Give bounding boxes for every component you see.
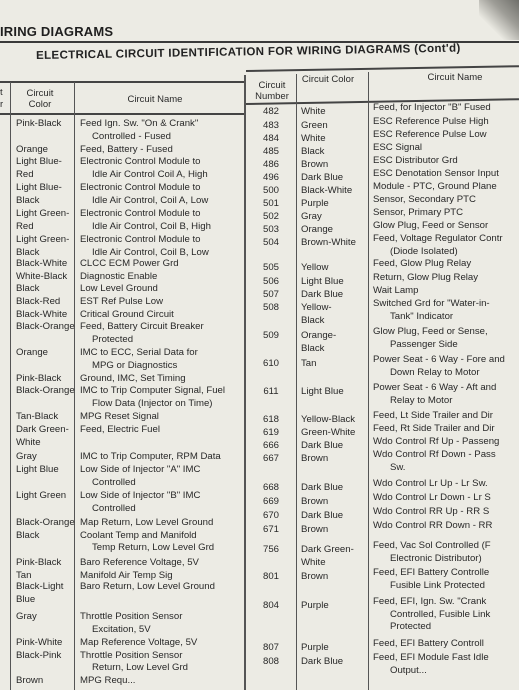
circuit-name: ESC Reference Pulse High <box>373 116 489 127</box>
circuit-name: Map Reference Voltage, 5V <box>80 637 198 648</box>
circuit-name: Glow Plug, Feed or Sense, <box>373 326 488 337</box>
circuit-name: EST Ref Pulse Low <box>80 296 164 307</box>
right-table-top-rule <box>246 65 519 71</box>
circuit-color: Tan <box>16 569 32 581</box>
circuit-color: Black-Orange <box>16 517 75 528</box>
right-color-header: Circuit Color <box>301 74 355 85</box>
circuit-number: 504 <box>262 237 279 248</box>
circuit-color: Dark Green- <box>16 424 69 435</box>
circuit-name: ESC Denotation Sensor Input <box>373 168 499 179</box>
circuit-color: Dark Blue <box>301 656 344 667</box>
circuit-number: 501 <box>262 198 279 209</box>
circuit-name: IMC to Trip Computer Signal, Fuel <box>80 385 226 396</box>
circuit-color: Pink-White <box>16 637 63 648</box>
circuit-number: 509 <box>262 330 279 341</box>
circuit-name: Fusible Link Protected <box>390 579 485 591</box>
left-color-header: Circuit Color <box>26 88 54 110</box>
circuit-number: 611 <box>263 386 279 397</box>
circuit-color: Light Green- <box>16 234 70 245</box>
circuit-color: Light Blue <box>301 276 344 287</box>
document-title: ELECTRICAL CIRCUIT IDENTIFICATION FOR WIRING DIAGRAMS (Cont'd) <box>36 42 461 62</box>
circuit-name: Passenger Side <box>390 338 458 350</box>
circuit-name: Idle Air Control, Coil B, High <box>92 220 211 232</box>
circuit-number: 610 <box>262 358 279 369</box>
circuit-color: Purple <box>301 600 329 611</box>
circuit-color: Black <box>301 342 325 354</box>
circuit-color: Black <box>301 146 325 157</box>
circuit-name: Feed, Glow Plug Relay <box>373 258 472 269</box>
circuit-name: Manifold Air Temp Sig <box>80 569 173 581</box>
circuit-color: Light Blue- <box>16 182 62 193</box>
column-divider <box>10 82 11 690</box>
circuit-color: Black-Light <box>16 581 64 592</box>
circuit-name: Electronic Control Module to <box>80 182 201 193</box>
circuit-name: Output... <box>390 664 427 676</box>
circuit-name: Electronic Control Module to <box>80 208 201 219</box>
circuit-color: Light Green- <box>16 208 70 219</box>
circuit-name: Idle Air Control, Coil B, Low <box>92 246 209 258</box>
circuit-name: (Diode Isolated) <box>390 245 458 257</box>
circuit-color: Orange <box>301 224 333 235</box>
circuit-name: Tank" Indicator <box>390 310 454 322</box>
circuit-name: Sw. <box>390 461 406 473</box>
circuit-color: Orange <box>16 347 48 358</box>
circuit-name: Feed, Battery Circuit Breaker <box>80 321 204 332</box>
circuit-name: Return, Glow Plug Relay <box>373 272 479 283</box>
circuit-color: Dark Blue <box>301 440 344 451</box>
circuit-color: Yellow <box>301 262 329 273</box>
circuit-color: White <box>301 106 326 117</box>
circuit-number: 808 <box>262 656 279 667</box>
section-title: IRING DIAGRAMS <box>0 24 114 39</box>
circuit-color: Light Green <box>16 490 67 501</box>
circuit-color: Brown <box>301 524 329 535</box>
circuit-color: Yellow-Black <box>301 414 356 425</box>
circuit-number: 669 <box>262 496 279 507</box>
circuit-color: Black <box>301 314 325 326</box>
circuit-name: Feed, EFI Battery Controlle <box>373 567 490 578</box>
circuit-color: White <box>16 436 41 448</box>
circuit-name: Feed, EFI, Ign. Sw. "Crank <box>373 596 487 607</box>
circuit-number: 807 <box>262 642 279 653</box>
circuit-name: Down Relay to Motor <box>390 366 480 378</box>
left-table-top-rule <box>0 81 244 83</box>
circuit-name: Baro Return, Low Level Ground <box>80 581 215 592</box>
circuit-name: Low Level Ground <box>80 283 158 294</box>
circuit-name: Power Seat - 6 Way - Aft and <box>373 382 497 393</box>
circuit-name: CLCC ECM Power Grd <box>80 258 179 269</box>
circuit-color: Black <box>16 194 40 206</box>
circuit-color: Black-White <box>16 258 68 269</box>
circuit-number: 506 <box>262 276 279 287</box>
left-name-header: Circuit Name <box>127 94 183 105</box>
circuit-name: Baro Reference Voltage, 5V <box>80 557 199 568</box>
page-corner-shadow <box>479 0 519 40</box>
circuit-color: Black-Orange <box>16 321 75 332</box>
circuit-number: 507 <box>262 289 279 300</box>
circuit-name: Sensor, Secondary PTC <box>373 194 476 205</box>
circuit-name: Return, Low Level Grd <box>92 662 188 673</box>
circuit-color: Orange- <box>301 330 337 341</box>
circuit-color: Black <box>16 529 40 541</box>
left-number-header-top: t <box>0 87 3 98</box>
circuit-number: 671 <box>262 524 279 535</box>
circuit-number: 482 <box>262 106 279 117</box>
circuit-name: MPG Reset Signal <box>80 411 159 422</box>
circuit-color: Tan-Black <box>16 411 59 422</box>
circuit-name: Protected <box>92 333 134 345</box>
circuit-name: Feed, Voltage Regulator Contr <box>373 233 503 244</box>
circuit-name: Feed, Vac Sol Controlled (F <box>373 540 491 551</box>
circuit-name: Controlled <box>92 476 136 488</box>
circuit-number: 801 <box>262 571 279 582</box>
circuit-number: 496 <box>262 172 279 183</box>
circuit-color: Black-White <box>301 185 353 196</box>
column-divider <box>368 72 369 690</box>
circuit-name: IMC to Trip Computer, RPM Data <box>80 451 221 462</box>
circuit-color: Dark Blue <box>301 510 344 521</box>
circuit-number: 666 <box>262 440 279 451</box>
circuit-color: White <box>301 133 326 144</box>
circuit-color: Black-White <box>16 309 68 320</box>
circuit-name: Relay to Motor <box>390 394 453 406</box>
circuit-name: Feed, for Injector "B" Fused <box>373 102 491 113</box>
circuit-name: Controlled - Fused <box>92 130 171 142</box>
circuit-number: 667 <box>262 453 279 464</box>
circuit-name: Switched Grd for "Water-in- <box>373 298 490 309</box>
circuit-name: Temp Return, Low Level Grd <box>92 542 215 553</box>
circuit-name: Controlled <box>92 502 136 514</box>
circuit-name: Glow Plug, Feed or Sensor <box>373 220 489 231</box>
circuit-number: 505 <box>262 262 279 273</box>
circuit-color: Green <box>301 120 328 131</box>
table-divider <box>244 75 246 690</box>
circuit-number: 618 <box>262 414 279 425</box>
circuit-color: Dark Blue <box>301 172 344 183</box>
circuit-color: Black <box>16 283 40 294</box>
circuit-name: Idle Air Control Coil A, High <box>92 168 208 180</box>
circuit-name: Feed, Lt Side Trailer and Dir <box>373 410 493 421</box>
circuit-color: Dark Green- <box>301 544 354 555</box>
circuit-color: Gray <box>16 451 37 462</box>
circuit-name: ESC Reference Pulse Low <box>373 129 487 140</box>
right-name-header: Circuit Name <box>427 72 483 83</box>
circuit-color: Orange <box>16 144 48 155</box>
circuit-name: Ground, IMC, Set Timing <box>80 373 186 384</box>
circuit-name: Critical Ground Circuit <box>80 309 174 320</box>
circuit-color: White <box>301 556 326 568</box>
circuit-number: 502 <box>262 211 279 222</box>
circuit-name: Wdo Control Rf Up - Passeng <box>373 436 500 447</box>
circuit-name: Protected <box>390 621 432 632</box>
circuit-name: IMC to ECC, Serial Data for <box>80 347 198 358</box>
circuit-color: Pink-Black <box>16 373 62 384</box>
circuit-name: Excitation, 5V <box>92 623 151 635</box>
circuit-color: White-Black <box>16 271 68 282</box>
circuit-color: Dark Blue <box>301 482 344 493</box>
circuit-name: Electronic Distributor) <box>390 552 482 564</box>
circuit-name: Controlled, Fusible Link <box>390 608 491 620</box>
circuit-name: ESC Signal <box>373 142 423 153</box>
circuit-name: Throttle Position Sensor <box>80 611 183 622</box>
circuit-color: Light Blue <box>301 386 344 397</box>
circuit-name: ESC Distributor Grd <box>373 155 458 166</box>
circuit-number: 804 <box>262 600 279 611</box>
circuit-color: Black-Pink <box>16 649 62 661</box>
circuit-name: Idle Air Control, Coil A, Low <box>92 194 209 206</box>
circuit-name: Diagnostic Enable <box>80 271 158 282</box>
circuit-name: Power Seat - 6 Way - Fore and <box>373 354 505 365</box>
circuit-color: Gray <box>16 611 37 622</box>
circuit-color: Black-Orange <box>16 385 75 396</box>
circuit-name: Flow Data (Injector on Time) <box>92 397 213 409</box>
circuit-name: Wdo Control RR Down - RR <box>373 520 493 531</box>
circuit-color: Light Blue <box>16 464 59 475</box>
circuit-name: Wdo Control Rf Down - Pass <box>373 449 496 460</box>
circuit-color: Red <box>16 168 34 180</box>
circuit-color: Green-White <box>301 427 356 438</box>
circuit-name: Feed, EFI Module Fast Idle <box>373 652 489 663</box>
circuit-name: Wdo Control Lr Down - Lr S <box>373 492 491 503</box>
circuit-number: 483 <box>262 120 279 131</box>
circuit-name: MPG Requ... <box>80 675 136 686</box>
circuit-color: Tan <box>301 358 317 369</box>
circuit-name: Wait Lamp <box>373 285 419 296</box>
circuit-color: Purple <box>301 198 329 209</box>
column-divider <box>296 74 297 690</box>
circuit-color: Blue <box>16 593 36 605</box>
circuit-color: Purple <box>301 642 329 653</box>
circuit-name: Feed, Battery - Fused <box>80 144 173 155</box>
circuit-color: Brown <box>301 496 329 507</box>
circuit-number: 508 <box>262 302 279 313</box>
circuit-color: Brown <box>301 453 329 464</box>
circuit-name: Throttle Position Sensor <box>80 649 183 661</box>
circuit-name: Sensor, Primary PTC <box>373 207 464 218</box>
circuit-number: 619 <box>262 427 279 438</box>
circuit-name: Module - PTC, Ground Plane <box>373 181 497 192</box>
circuit-name: Feed, Electric Fuel <box>80 424 160 435</box>
circuit-name: Feed Ign. Sw. "On & Crank" <box>80 118 199 129</box>
circuit-name: Electronic Control Module to <box>80 234 201 245</box>
circuit-number: 484 <box>262 133 279 144</box>
left-number-header-bottom: r <box>0 99 4 110</box>
circuit-number: 500 <box>262 185 279 196</box>
circuit-color: Gray <box>301 211 322 222</box>
circuit-color: Light Blue- <box>16 156 62 167</box>
circuit-color: Dark Blue <box>301 289 344 300</box>
circuit-name: Wdo Control RR Up - RR S <box>373 506 490 517</box>
circuit-number: 486 <box>262 159 279 170</box>
circuit-color: Black <box>16 246 40 258</box>
circuit-name: Low Side of Injector "A" IMC <box>80 464 201 475</box>
circuit-name: Coolant Temp and Manifold <box>80 529 197 541</box>
right-number-header: Circuit Number <box>255 80 289 102</box>
circuit-color: Yellow- <box>301 302 332 313</box>
circuit-number: 485 <box>262 146 279 157</box>
circuit-name: Low Side of Injector "B" IMC <box>80 490 201 501</box>
circuit-color: Pink-Black <box>16 118 62 129</box>
circuit-color: Brown <box>16 675 44 686</box>
left-table-header-rule <box>0 113 244 115</box>
circuit-number: 756 <box>262 544 279 555</box>
circuit-name: Wdo Control Lr Up - Lr Sw. <box>373 478 488 489</box>
circuit-number: 668 <box>262 482 279 493</box>
circuit-name: Map Return, Low Level Ground <box>80 517 214 528</box>
circuit-color: Brown <box>301 571 329 582</box>
circuit-color: Brown <box>301 159 329 170</box>
circuit-color: Brown-White <box>301 237 356 248</box>
circuit-name: Feed, EFI Battery Controll <box>373 638 484 649</box>
circuit-number: 670 <box>262 510 279 521</box>
circuit-name: Feed, Rt Side Trailer and Dir <box>373 423 495 434</box>
circuit-color: Red <box>16 220 34 232</box>
circuit-name: Electronic Control Module to <box>80 156 201 167</box>
circuit-color: Pink-Black <box>16 557 62 568</box>
circuit-color: Black-Red <box>16 296 61 307</box>
circuit-name: MPG or Diagnostics <box>92 359 178 371</box>
circuit-number: 503 <box>262 224 279 235</box>
